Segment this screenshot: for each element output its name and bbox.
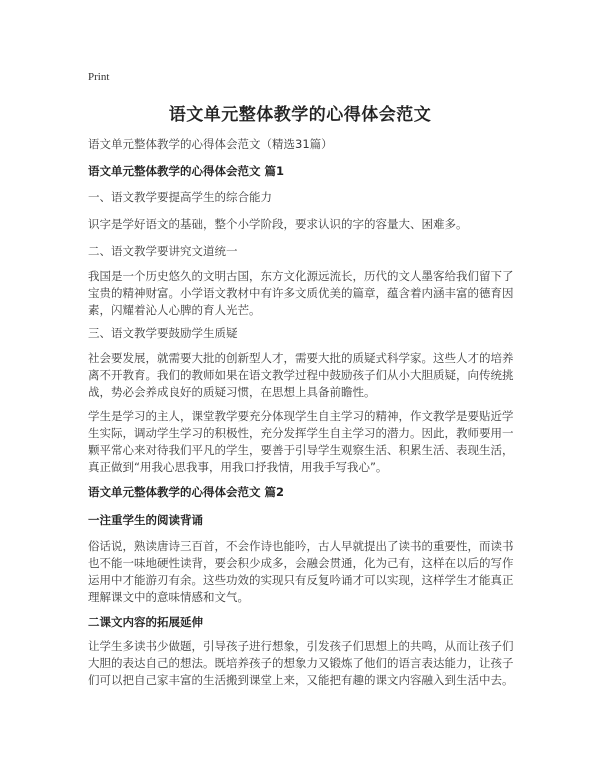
article1-section1-body: 识字是学好语文的基础，整个小学阶段，要求认识的字的容量大、困难多。 [88, 217, 468, 231]
article2-heading: 语文单元整体教学的心得体会范文 篇2 [88, 485, 285, 499]
article1-section2-title: 二、语文教学要讲究文道统一 [88, 244, 238, 258]
subtitle: 语文单元整体教学的心得体会范文（精选31篇） [88, 137, 333, 151]
article1-section3-body1: 社会要发展，就需要大批的创新型人才，需要大批的质疑式科学家。这些人才的培养离不开教育。我们的教师如果在语文教学过程中鼓励孩子们从小大胆质疑，向传统挑战，势必会养成良好的质疑习惯，在思想上具备前瞻性。 [88, 351, 514, 399]
article1-section1-title: 一、语文教学要提高学生的综合能力 [88, 190, 272, 204]
article2-section2-body: 让学生多读书少做题，引导孩子进行想象，引发孩子们思想上的共鸣，从而让孩子们大胆的表达自己的想法。既培养孩子的想象力又锻炼了他们的语言表达能力，让孩子们可以把自己家丰富的生活搬到课堂上来，又能把有趣的课文内容融入到生活中去。 [88, 639, 514, 687]
article1-section2-body: 我国是一个历史悠久的文明古国，东方文化源远流长，历代的文人墨客给我们留下了宝贵的精神财富。小学语文教材中有许多文质优美的篇章，蕴含着内涵丰富的德育因素，闪耀着沁人心脾的育人光芒。 [88, 269, 514, 317]
page-title: 语文单元整体教学的心得体会范文 [168, 105, 432, 125]
article2-section1-body: 俗话说，熟读唐诗三百首，不会作诗也能吟，古人早就提出了读书的重要性，而读书也不能一味地硬性读背，要会积少成多，会融会贯通，化为己有，这样在以后的写作运用中才能游刃有余。这些功效的实现只有反复吟诵才可以实现，这样学生才能真正理解课文中的意味情感和文气。 [88, 539, 514, 604]
article1-section3-title: 三、语文教学要鼓励学生质疑 [88, 326, 238, 340]
article1-section3-body2: 学生是学习的主人，课堂教学要充分体现学生自主学习的精神，作文教学是要贴近学生实际，调动学生学习的积极性，充分发挥学生自主学习的潜力。因此，教师要用一颗平常心来对待我们平凡的学生，要善于引导学生观察生活、积累生活、表现生活，真正做到“用我心思我事，用我口抒我情，用我手写我心”。 [88, 409, 514, 474]
print-label: Print [88, 71, 110, 83]
article1-heading: 语文单元整体教学的心得体会范文 篇1 [88, 164, 285, 178]
article2-section1-title: 一注重学生的阅读背诵 [88, 513, 203, 527]
article2-section2-title: 二课文内容的拓展延伸 [88, 615, 203, 629]
